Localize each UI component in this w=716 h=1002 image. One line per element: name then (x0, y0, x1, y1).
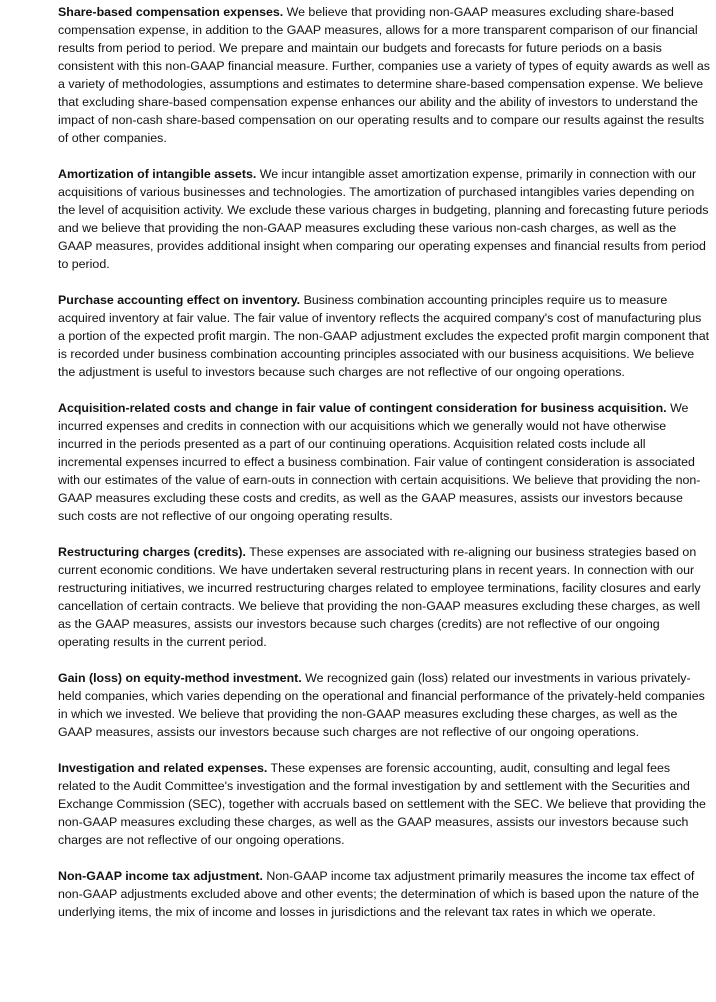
paragraph-text: Business combination accounting principles require us to measure acquired inventory at fair value. The fair value of inventory reflects the acquired company's cost of manufacturing plus a portion of the expected profit margin. The non-GAAP adjustment excludes the expected profit margin component that is recorded under business combination accounting principles associated with our business acquisitions. We believe the adjustment is useful to investors because such charges are not reflective of our ongoing operations. (58, 293, 710, 379)
paragraph-text: We believe that providing non-GAAP measures excluding share-based compensation expense, in addition to the GAAP measures, allows for a more transparent comparison of our financial results from period to period. We prepare and maintain our budgets and forecasts for future periods on a basis consistent with this non-GAAP financial measure. Further, companies use a variety of types of equity awards as well as a variety of methodologies, assumptions and estimates to determine share-based compensation expense. We believe that excluding share-based compensation expense enhances our ability and the ability of investors to understand the impact of non-cash share-based compensation on our operating results and to compare our results against the results of other companies. (58, 5, 710, 145)
paragraph-purchase-accounting-inventory (58, 291, 710, 381)
paragraph-equity-method-investment (58, 669, 710, 741)
paragraph-heading: Purchase accounting effect on inventory. (58, 293, 301, 307)
paragraph-heading: Share-based compensation expenses. (58, 5, 284, 19)
paragraph-heading: Investigation and related expenses. (58, 761, 268, 775)
paragraph-text: We incurred expenses and credits in connection with our acquisitions which we generally would not have otherwise incurred in the periods presented as a part of our continuing operations. Acquisition related costs include all incremental expenses incurred to effect a business combination. Fair value of contingent consideration is associated with our estimates of the value of earn-outs in connection with certain acquisitions. We believe that providing the non-GAAP measures excluding these costs and credits, as well as the GAAP measures, assists our investors because such costs are not reflective of our ongoing operating results. (58, 401, 701, 523)
paragraph-restructuring-charges (58, 543, 710, 651)
paragraph-share-based-compensation (58, 3, 710, 147)
paragraph-amortization-intangibles (58, 165, 710, 273)
paragraph-income-tax-adjustment (58, 867, 710, 921)
paragraph-heading: Restructuring charges (credits). (58, 545, 246, 559)
paragraph-investigation-expenses (58, 759, 710, 849)
document-body (58, 3, 710, 921)
paragraph-heading: Non-GAAP income tax adjustment. (58, 869, 263, 883)
paragraph-heading: Gain (loss) on equity-method investment. (58, 671, 302, 685)
paragraph-heading: Acquisition-related costs and change in fair value of contingent consideration for business acquisition. (58, 401, 667, 415)
paragraph-acquisition-related-costs (58, 399, 710, 525)
paragraph-heading: Amortization of intangible assets. (58, 167, 257, 181)
paragraph-text: These expenses are associated with re-aligning our business strategies based on current economic conditions. We have undertaken several restructuring plans in recent years. In connection with our restructuring initiatives, we incurred restructuring charges related to employee terminations, facility closures and early cancellation of certain contracts. We believe that providing the non-GAAP measures excluding these charges, as well as the GAAP measures, assists our investors because such charges (credits) are not reflective of our ongoing operating results in the current period. (58, 545, 701, 649)
paragraph-text: We recognized gain (loss) related our investments in various privately-held companies, which varies depending on the operational and financial performance of the privately-held companies in which we invested. We believe that providing the non-GAAP measures excluding these charges, as well as the GAAP measures, assists our investors because such charges are not reflective of our ongoing operations. (58, 671, 705, 739)
paragraph-text: Non-GAAP income tax adjustment primarily measures the income tax effect of non-GAAP adjustments excluded above and other events; the determination of which is based upon the nature of the underlying items, the mix of income and losses in jurisdictions and the relevant tax rates in which we operate. (58, 869, 700, 919)
paragraph-text: These expenses are forensic accounting, audit, consulting and legal fees related to the Audit Committee's investigation and the formal investigation by and settlement with the Securities and Exchange Commission (SEC), together with accruals based on settlement with the SEC. We believe that providing the non-GAAP measures excluding these charges, as well as the GAAP measures, assists our investors because such charges are not reflective of our ongoing operations. (58, 761, 706, 847)
paragraph-text: We incur intangible asset amortization expense, primarily in connection with our acquisitions of various businesses and technologies. The amortization of purchased intangibles varies depending on the level of acquisition activity. We exclude these various charges in budgeting, planning and forecasting future periods and we believe that providing the non-GAAP measures excluding these various non-cash charges, as well as the GAAP measures, provides additional insight when comparing our operating expenses and financial results from period to period. (58, 167, 709, 271)
